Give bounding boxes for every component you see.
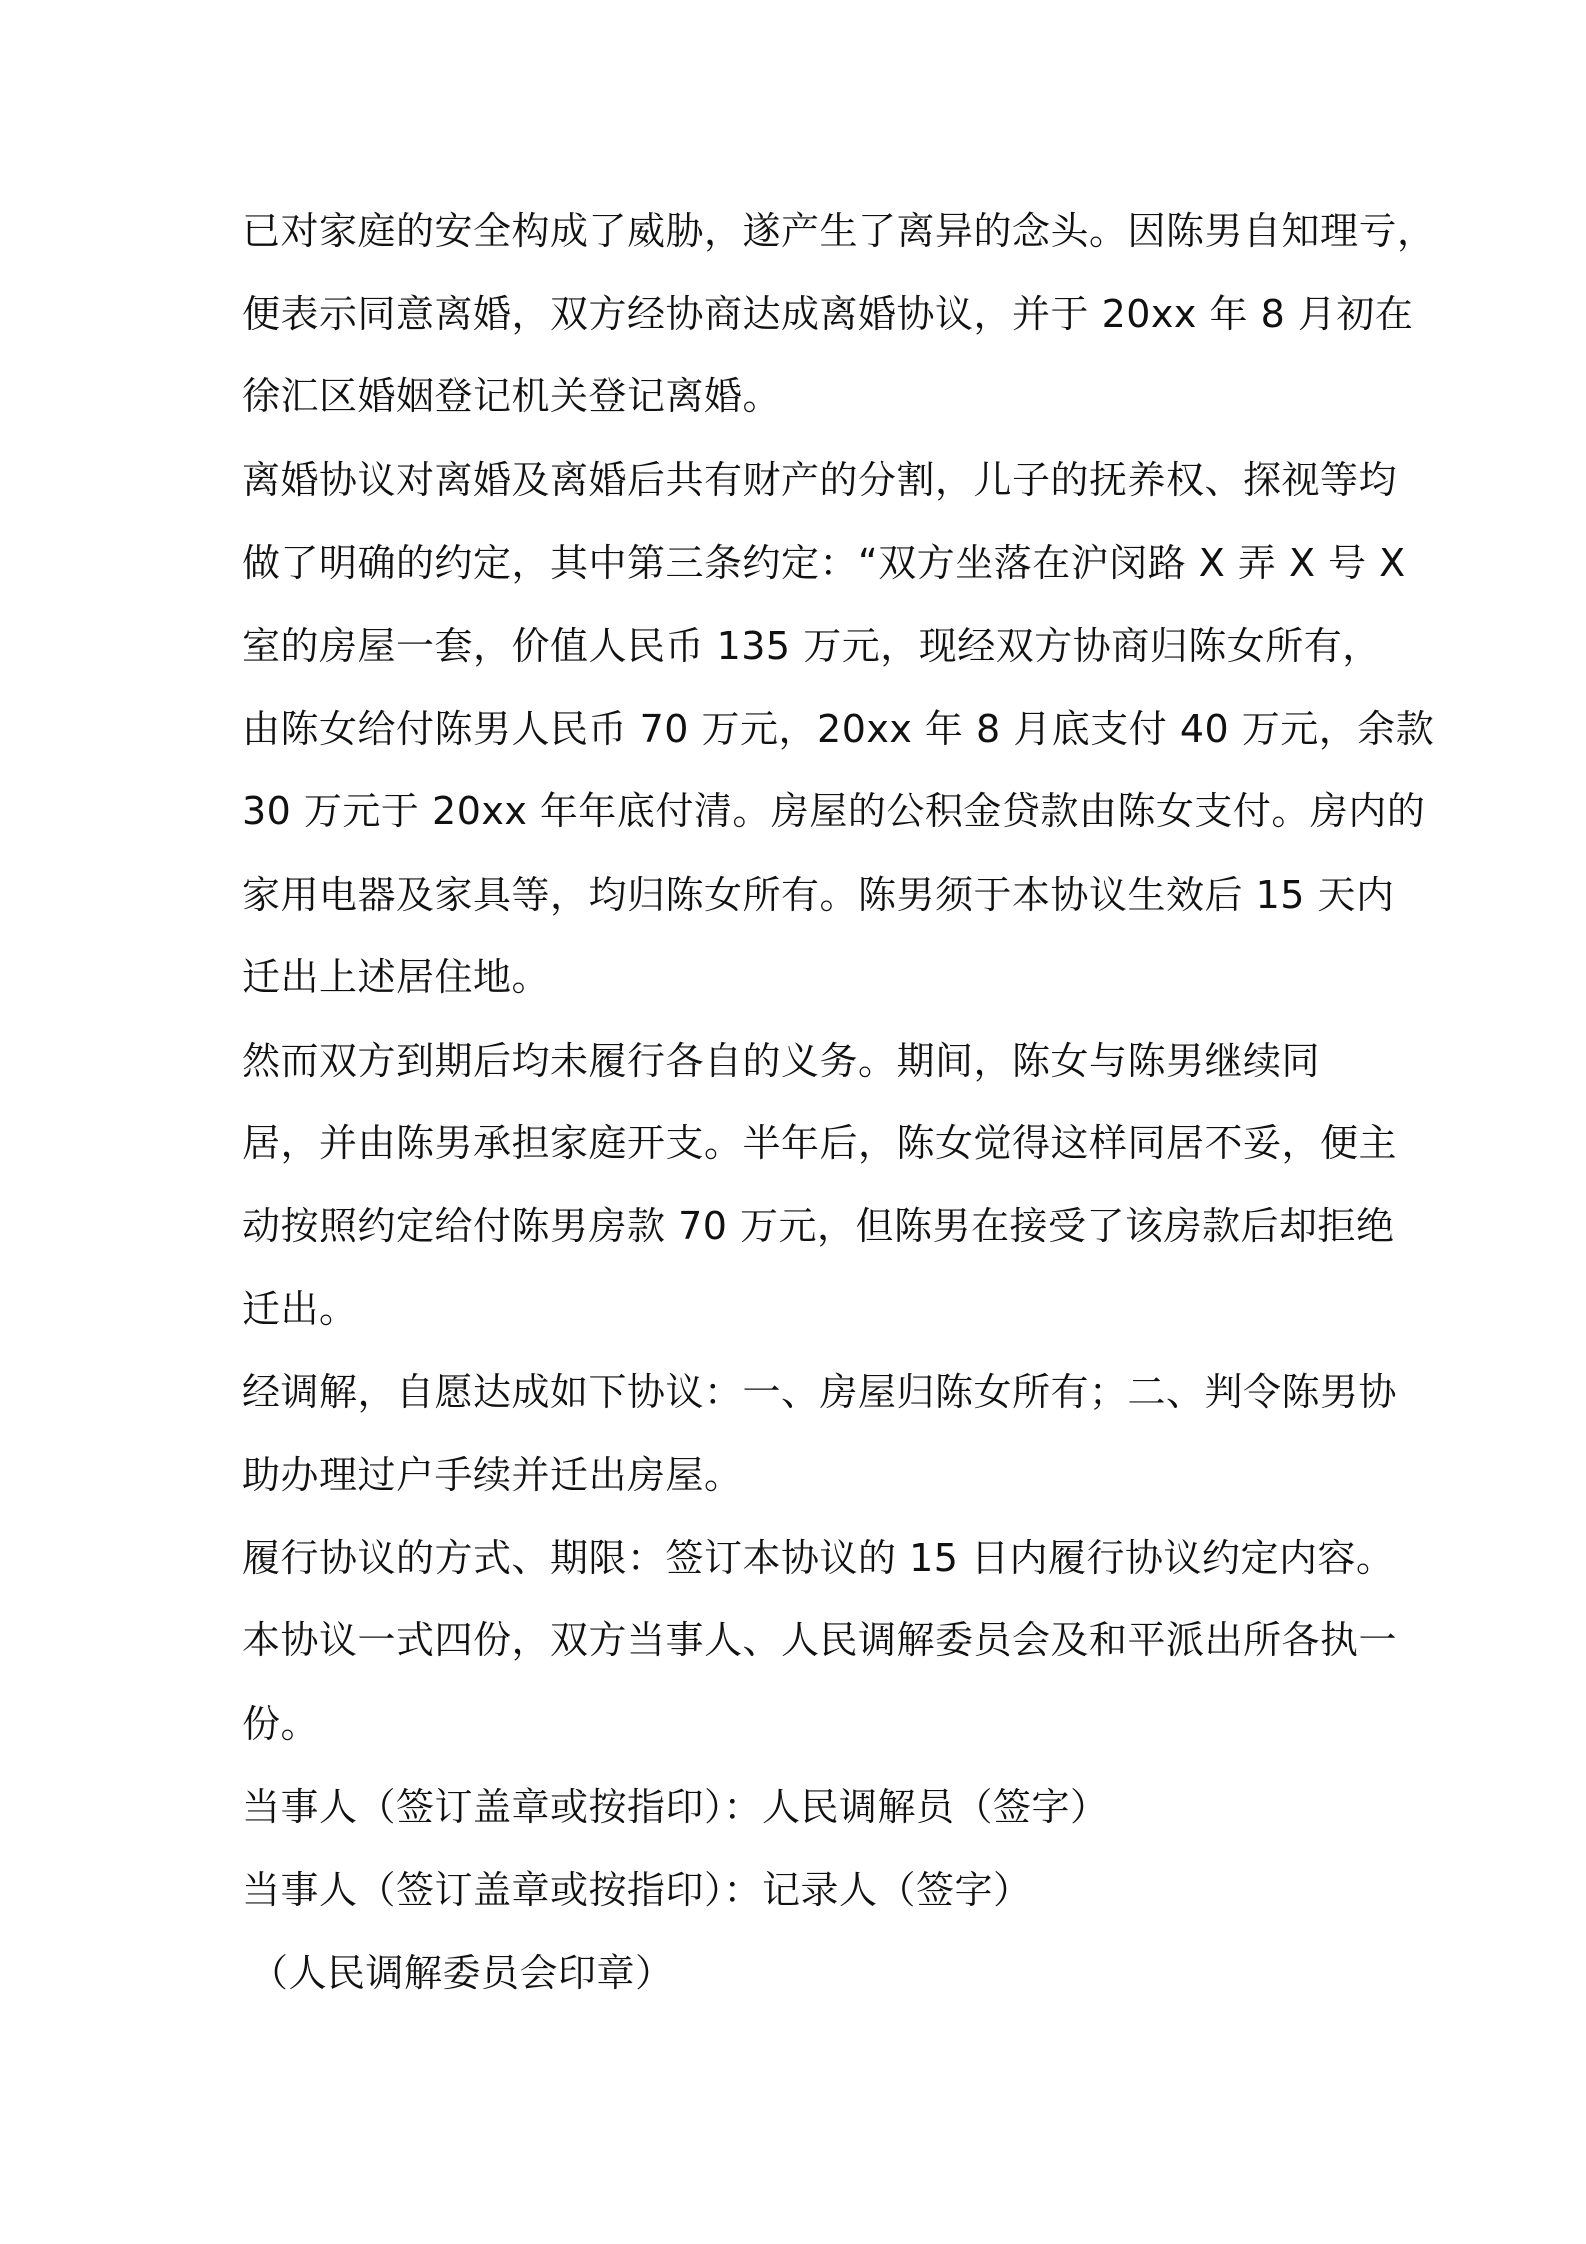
text-line: 离婚协议对离婚及离婚后共有财产的分割，儿子的抚养权、探视等均: [242, 458, 1398, 502]
text-line: 迁出上述居住地。: [242, 955, 551, 999]
text-line: 30 万元于 20xx 年年底付清。房屋的公积金贷款由陈女支付。房内的: [242, 789, 1426, 833]
committee-seal-line: （人民调解委员会印章）: [250, 1951, 674, 1995]
text-line: 动按照约定给付陈男房款 70 万元，但陈男在接受了该房款后却拒绝: [242, 1204, 1395, 1248]
signature-line-party-recorder: 当事人（签订盖章或按指印）：记录人（签字）: [242, 1868, 1032, 1912]
text-line: 家用电器及家具等，均归陈女所有。陈男须于本协议生效后 15 天内: [242, 873, 1395, 917]
text-line: 份。: [242, 1702, 320, 1746]
text-line: 做了明确的约定，其中第三条约定：“双方坐落在沪闵路 X 弄 X 号 X: [242, 541, 1406, 585]
text-line: 本协议一式四份，双方当事人、人民调解委员会及和平派出所各执一: [242, 1618, 1398, 1662]
text-line: 迁出。: [242, 1287, 358, 1331]
signature-line-party-mediator: 当事人（签订盖章或按指印）：人民调解员（签字）: [242, 1785, 1109, 1829]
text-line: 经调解，自愿达成如下协议：一、房屋归陈女所有；二、判令陈男协: [242, 1370, 1398, 1414]
text-line: 已对家庭的安全构成了威胁，遂产生了离异的念头。因陈男自知理亏，: [242, 209, 1436, 253]
text-line: 室的房屋一套，价值人民币 135 万元，现经双方协商归陈女所有，: [242, 624, 1381, 668]
text-line: 居，并由陈男承担家庭开支。半年后，陈女觉得这样同居不妥，便主: [242, 1121, 1398, 1165]
text-line: 便表示同意离婚，双方经协商达成离婚协议，并于 20xx 年 8 月初在: [242, 292, 1414, 336]
text-line: 徐汇区婚姻登记机关登记离婚。: [242, 374, 782, 418]
text-line: 由陈女给付陈男人民币 70 万元，20xx 年 8 月底支付 40 万元，余款: [242, 707, 1435, 751]
text-line: 履行协议的方式、期限：签订本协议的 15 日内履行协议约定内容。: [242, 1536, 1395, 1580]
text-line: 然而双方到期后均未履行各自的义务。期间，陈女与陈男继续同: [242, 1039, 1321, 1083]
text-line: 助办理过户手续并迁出房屋。: [242, 1453, 743, 1497]
